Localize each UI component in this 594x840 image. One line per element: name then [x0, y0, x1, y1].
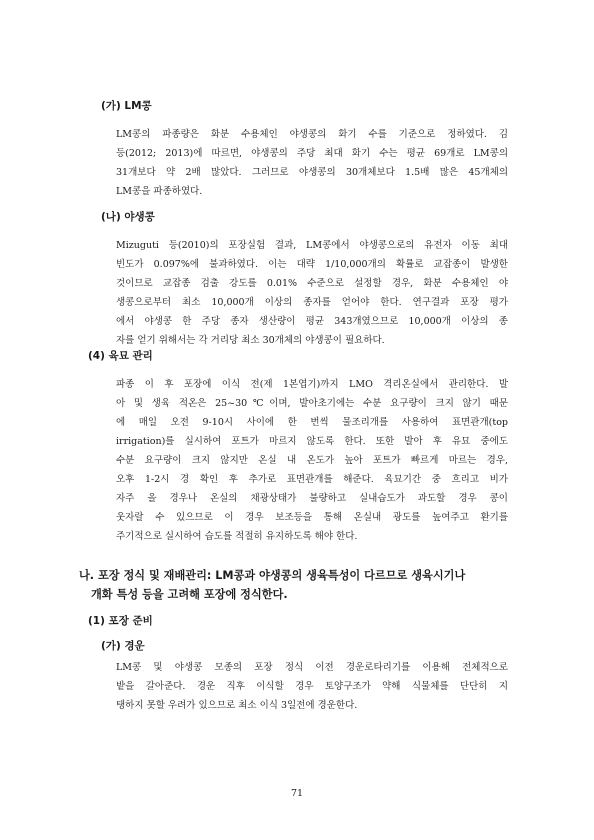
- section-heading-line: 개화 특성 등을 고려해 포장에 정식한다.: [91, 588, 288, 601]
- text-line: 수분 요구량이 크지 않지만 온실 내 온도가 높아 포트가 빠르게 마르는 경우,: [116, 455, 508, 466]
- text-line: 오후 1-2시 경 확인 후 추가로 표면관개를 해준다. 육묘기간 중 흐리고 비가: [116, 474, 508, 485]
- text-line: Mizuguti 등(2010)의 포장실험 결과, LM콩에서 야생콩으로의 유전자 이동 최대: [116, 240, 508, 251]
- text-line: 자를 얻기 위해서는 각 거리당 최소 30개체의 야생콩이 필요하다.: [116, 335, 385, 346]
- text-line: 빈도가 0.097%에 불과하였다. 이는 대략 1/10,000개의 확률로 교잡종이 발생한: [116, 259, 508, 270]
- text-line: LM콩의 파종량은 화분 수용체인 야생콩의 화기 수를 기준으로 정하였다. 김: [116, 129, 508, 140]
- text-line: 것이므로 교잡종 검출 강도를 0.01% 수준으로 설정할 경우, 화분 수용체인 야: [116, 278, 508, 289]
- text-line: 등(2012; 2013)에 따르면, 야생콩의 주당 최대 화기 수는 평균 69개로 LM콩의: [116, 148, 508, 159]
- paragraph-seedling-management: [116, 375, 508, 546]
- text-line: 31개보다 약 2배 많았다. 그러므로 야생콩의 30개체보다 1.5배 많은 45개체의: [116, 167, 508, 178]
- heading-na-wild-soybean: (나) 야생콩: [101, 211, 155, 223]
- text-line: 생콩으로부터 최소 10,000개 이상의 종자를 얻어야 한다. 연구결과 포장 평가: [116, 297, 508, 308]
- section-heading-field-planting: [79, 566, 511, 604]
- section-heading-line: 나. 포장 정식 및 재배관리: LM콩과 야생콩의 생육특성이 다르므로 생육시기나: [79, 569, 466, 582]
- paragraph-lm-soybean: [116, 125, 508, 201]
- text-line: 웃자랄 수 있으므로 이 경우 보조등을 통해 온실내 광도를 높여주고 환기를: [116, 512, 508, 523]
- text-line: 에서 야생콩 한 주당 종자 생산량이 평균 343개였으므로 10,000개 이상의 종: [116, 316, 508, 327]
- page-number: 71: [290, 788, 304, 799]
- text-line: 자주 올 경우나 온실의 채광상태가 불량하고 실내습도가 과도할 경우 콩이: [116, 493, 508, 504]
- paragraph-wild-soybean: [116, 236, 508, 350]
- heading-field-preparation: (1) 포장 준비: [88, 615, 153, 627]
- text-line: irrigation)를 실시하여 포트가 마르지 않도록 한다. 또한 발아 후 유묘 중에도: [116, 436, 508, 447]
- text-line: 에 매일 오전 9-10시 사이에 한 번씩 물조리개를 사용하여 표면관개(top: [116, 417, 508, 428]
- heading-ga-tillage: (가) 경운: [101, 640, 145, 652]
- heading-seedling-management: (4) 육묘 관리: [88, 350, 153, 362]
- text-line: 아 및 생육 적온은 25~30℃이며, 발아초기에는 수분 요구량이 크지 않기 때문: [116, 398, 508, 409]
- text-line: LM콩 및 야생콩 모종의 포장 정식 이전 경운로타리기를 이용해 전체적으로: [116, 662, 508, 673]
- text-line: 주기적으로 실시하여 습도를 적절히 유지하도록 해야 한다.: [116, 531, 358, 542]
- text-line: 탱하지 못할 우려가 있으므로 최소 이식 3일전에 경운한다.: [116, 700, 358, 711]
- heading-ga-lm-soybean: (가) LM콩: [101, 100, 152, 112]
- text-line: 밭을 갈아준다. 경운 직후 이식할 경우 토양구조가 약해 식물체를 단단히 지: [116, 681, 508, 692]
- paragraph-tillage: [116, 658, 508, 715]
- text-line: LM콩을 파종하였다.: [116, 186, 203, 197]
- text-line: 파종 이 후 포장에 이식 전(제 1본엽기)까지 LMO 격리온실에서 관리한다. 발: [116, 379, 508, 390]
